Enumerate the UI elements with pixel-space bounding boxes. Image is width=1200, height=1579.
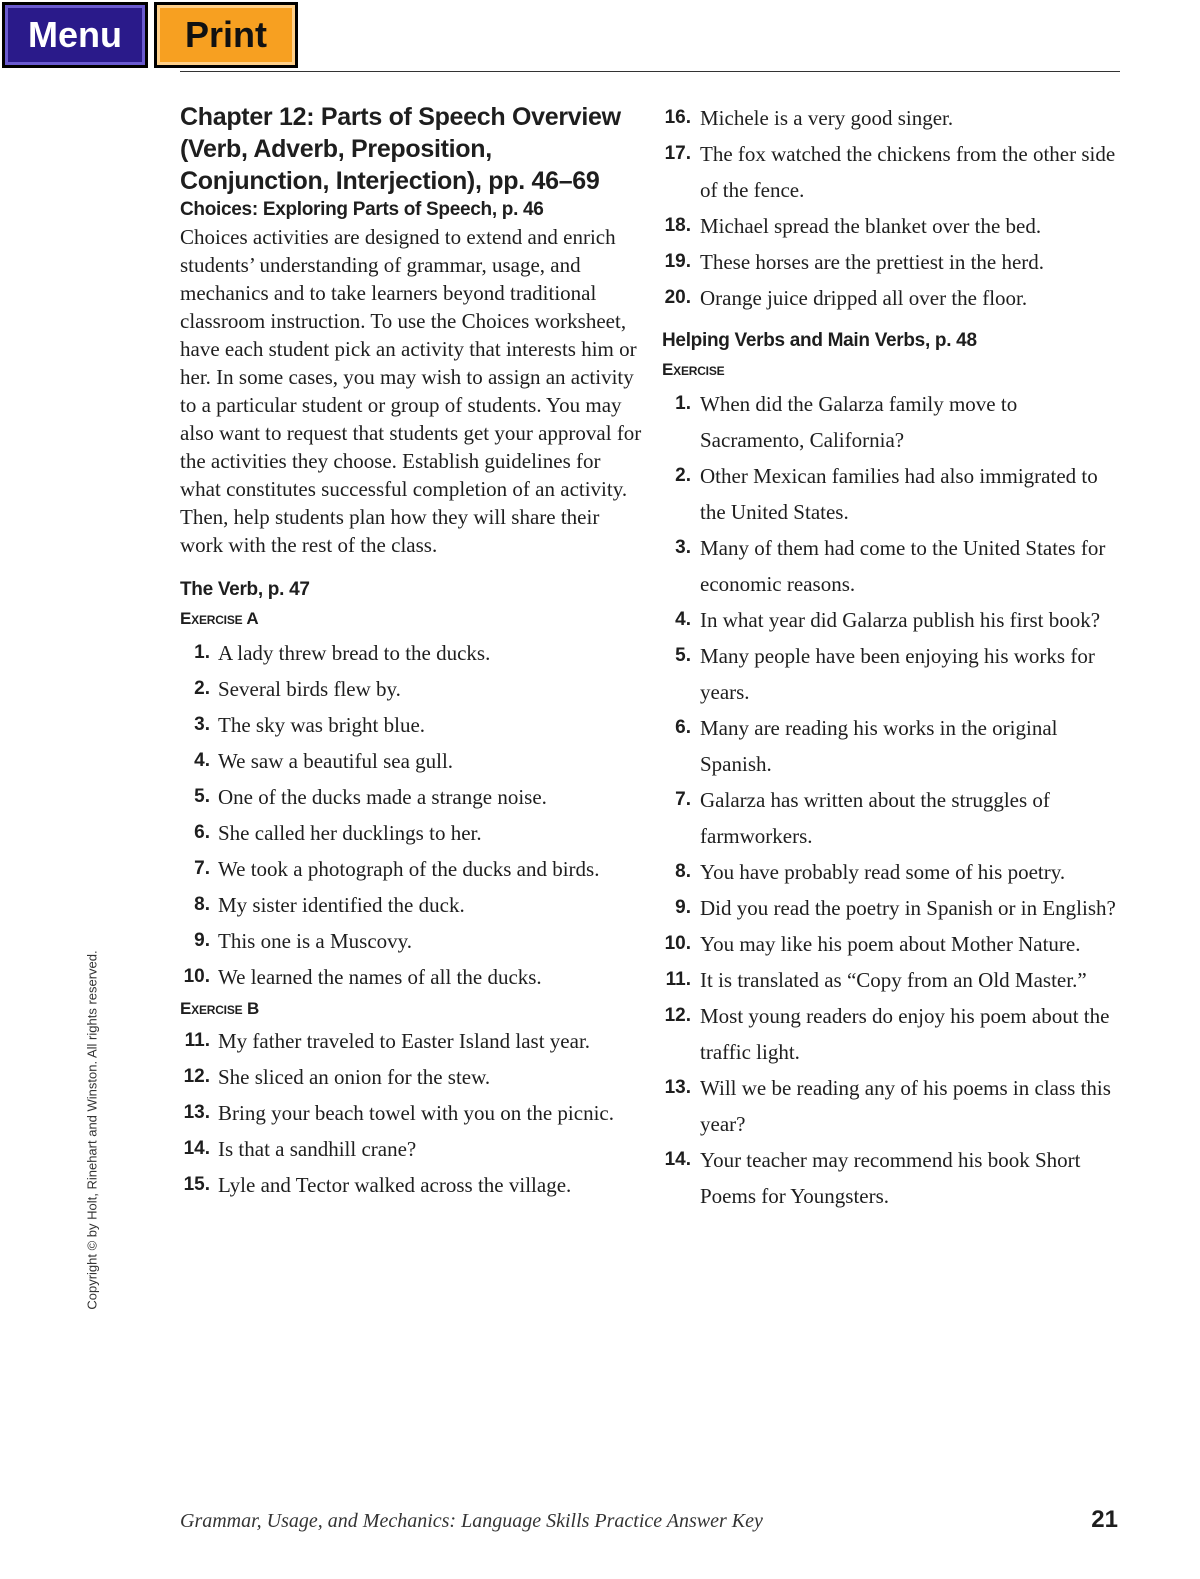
- list-item: [662, 136, 1122, 208]
- list-item: [662, 386, 1122, 458]
- list-item: [180, 671, 645, 707]
- item-number: 2.: [194, 678, 210, 699]
- item-text: This one is a Muscovy.: [218, 929, 413, 953]
- list-item: [662, 100, 1122, 136]
- list-item: [180, 959, 645, 995]
- item-number: 19.: [664, 251, 691, 272]
- list-item: [662, 244, 1122, 280]
- exercise-heading: Exercise: [662, 360, 725, 379]
- list-item: [662, 602, 1122, 638]
- item-text: She sliced an onion for the stew.: [218, 1065, 491, 1089]
- item-number: 11.: [184, 1030, 210, 1051]
- item-number: 4.: [194, 750, 210, 771]
- item-number: 7.: [675, 789, 691, 810]
- item-text: My sister identified the duck.: [218, 893, 465, 917]
- item-number: 13.: [183, 1102, 210, 1123]
- item-text: When did the Galarza family move to Sacramento, California?: [700, 392, 1018, 452]
- item-text: The fox watched the chickens from the other side of the fence.: [700, 142, 1116, 202]
- helping-verbs-list: [662, 386, 1122, 1214]
- list-item: [662, 962, 1122, 998]
- list-item: [180, 743, 645, 779]
- list-item: [180, 923, 645, 959]
- print-button[interactable]: Print: [154, 2, 298, 68]
- choices-heading: Choices: Exploring Parts of Speech, p. 46: [180, 199, 544, 220]
- list-item: [180, 1095, 645, 1131]
- item-text: Many of them had come to the United States for economic reasons.: [700, 536, 1106, 596]
- item-text: Michael spread the blanket over the bed.: [700, 214, 1042, 238]
- item-number: 11.: [665, 969, 691, 990]
- item-text: One of the ducks made a strange noise.: [218, 785, 547, 809]
- list-item: [662, 1142, 1122, 1214]
- item-number: 6.: [675, 717, 691, 738]
- item-number: 3.: [194, 714, 210, 735]
- left-column: [180, 100, 645, 1203]
- item-number: 6.: [194, 822, 210, 843]
- list-item: [662, 1070, 1122, 1142]
- item-number: 5.: [675, 645, 691, 666]
- menu-button[interactable]: Menu: [2, 2, 148, 68]
- item-text: You may like his poem about Mother Nature.: [700, 932, 1081, 956]
- exercise-b-list: [180, 1023, 645, 1203]
- item-number: 13.: [664, 1077, 691, 1098]
- right-column: [662, 100, 1122, 1214]
- item-text: Most young readers do enjoy his poem about the traffic light.: [700, 1004, 1110, 1064]
- list-item: [180, 887, 645, 923]
- item-text: My father traveled to Easter Island last year.: [218, 1029, 591, 1053]
- item-text: Many people have been enjoying his works for years.: [700, 644, 1095, 704]
- copyright-notice: Copyright © by Holt, Rinehart and Winston. All rights reserved.: [84, 950, 100, 1310]
- page-number: 21: [1091, 1506, 1118, 1533]
- item-text: Orange juice dripped all over the floor.: [700, 286, 1028, 310]
- item-text: Will we be reading any of his poems in class this year?: [700, 1076, 1111, 1136]
- exercise-b-heading: Exercise B: [180, 999, 260, 1018]
- item-text: Lyle and Tector walked across the village.: [218, 1173, 572, 1197]
- list-item: [662, 926, 1122, 962]
- item-text: We learned the names of all the ducks.: [218, 965, 542, 989]
- list-item: [662, 530, 1122, 602]
- list-item: [180, 635, 645, 671]
- verb-items-continued: [662, 100, 1122, 316]
- item-number: 12.: [183, 1066, 210, 1087]
- item-number: 14.: [183, 1138, 210, 1159]
- item-number: 17.: [664, 143, 691, 164]
- item-number: 1.: [194, 642, 210, 663]
- chapter-title: Chapter 12: Parts of Speech Overview (Verb, Adverb, Preposition, Conjunction, Interjection), pp. 46–69: [180, 103, 621, 195]
- item-number: 20.: [664, 287, 691, 308]
- item-text: A lady threw bread to the ducks.: [218, 641, 491, 665]
- item-number: 8.: [194, 894, 210, 915]
- item-text: Bring your beach towel with you on the picnic.: [218, 1101, 614, 1125]
- item-number: 12.: [664, 1005, 691, 1026]
- item-number: 9.: [194, 930, 210, 951]
- item-text: We took a photograph of the ducks and birds.: [218, 857, 600, 881]
- item-number: 10.: [183, 966, 210, 987]
- item-text: It is translated as “Copy from an Old Master.”: [700, 968, 1087, 992]
- item-number: 2.: [675, 465, 691, 486]
- item-number: 5.: [194, 786, 210, 807]
- item-number: 1.: [675, 393, 691, 414]
- item-text: Did you read the poetry in Spanish or in English?: [700, 896, 1116, 920]
- choices-paragraph: Choices activities are designed to extend and enrich students’ understanding of grammar, usage, and mechanics and to take learners beyond traditional classroom instruction. To use the Choices worksheet, have each student pick an activity that interests him or her. In some cases, you may wish to assign an activity to a particular student or group of students. You may also want to request that students get your approval for the activities they choose. Establish guidelines for what constitutes successful completion of an activity. Then, help students plan how they will share their work with the rest of the class.: [180, 225, 642, 557]
- item-number: 9.: [675, 897, 691, 918]
- list-item: [180, 1023, 645, 1059]
- footer-title: Grammar, Usage, and Mechanics: Language Skills Practice Answer Key: [180, 1510, 763, 1532]
- item-text: Michele is a very good singer.: [700, 106, 954, 130]
- helping-verbs-heading: Helping Verbs and Main Verbs, p. 48: [662, 330, 977, 351]
- item-text: Other Mexican families had also immigrated to the United States.: [700, 464, 1098, 524]
- list-item: [662, 998, 1122, 1070]
- item-number: 4.: [675, 609, 691, 630]
- list-item: [180, 1167, 645, 1203]
- item-text: Many are reading his works in the original Spanish.: [700, 716, 1058, 776]
- list-item: [180, 851, 645, 887]
- item-number: 8.: [675, 861, 691, 882]
- list-item: [662, 208, 1122, 244]
- list-item: [662, 854, 1122, 890]
- exercise-a-list: [180, 635, 645, 995]
- list-item: [180, 815, 645, 851]
- item-text: We saw a beautiful sea gull.: [218, 749, 454, 773]
- item-text: The sky was bright blue.: [218, 713, 426, 737]
- list-item: [662, 280, 1122, 316]
- list-item: [662, 710, 1122, 782]
- item-number: 3.: [675, 537, 691, 558]
- item-text: She called her ducklings to her.: [218, 821, 482, 845]
- item-text: In what year did Galarza publish his first book?: [700, 608, 1101, 632]
- item-number: 18.: [664, 215, 691, 236]
- item-number: 7.: [194, 858, 210, 879]
- list-item: [662, 890, 1122, 926]
- item-text: Is that a sandhill crane?: [218, 1137, 417, 1161]
- list-item: [180, 1059, 645, 1095]
- list-item: [662, 638, 1122, 710]
- verb-heading: The Verb, p. 47: [180, 579, 310, 600]
- item-number: 15.: [183, 1174, 210, 1195]
- list-item: [180, 779, 645, 815]
- list-item: [662, 782, 1122, 854]
- item-text: You have probably read some of his poetry.: [700, 860, 1066, 884]
- item-number: 14.: [664, 1149, 691, 1170]
- header-rule: [180, 71, 1120, 72]
- list-item: [180, 707, 645, 743]
- item-text: Your teacher may recommend his book Short Poems for Youngsters.: [700, 1148, 1081, 1208]
- item-number: 16.: [664, 107, 691, 128]
- item-text: These horses are the prettiest in the herd.: [700, 250, 1045, 274]
- exercise-a-heading: Exercise A: [180, 609, 259, 628]
- list-item: [180, 1131, 645, 1167]
- item-text: Galarza has written about the struggles of farmworkers.: [700, 788, 1050, 848]
- item-text: Several birds flew by.: [218, 677, 401, 701]
- item-number: 10.: [664, 933, 691, 954]
- list-item: [662, 458, 1122, 530]
